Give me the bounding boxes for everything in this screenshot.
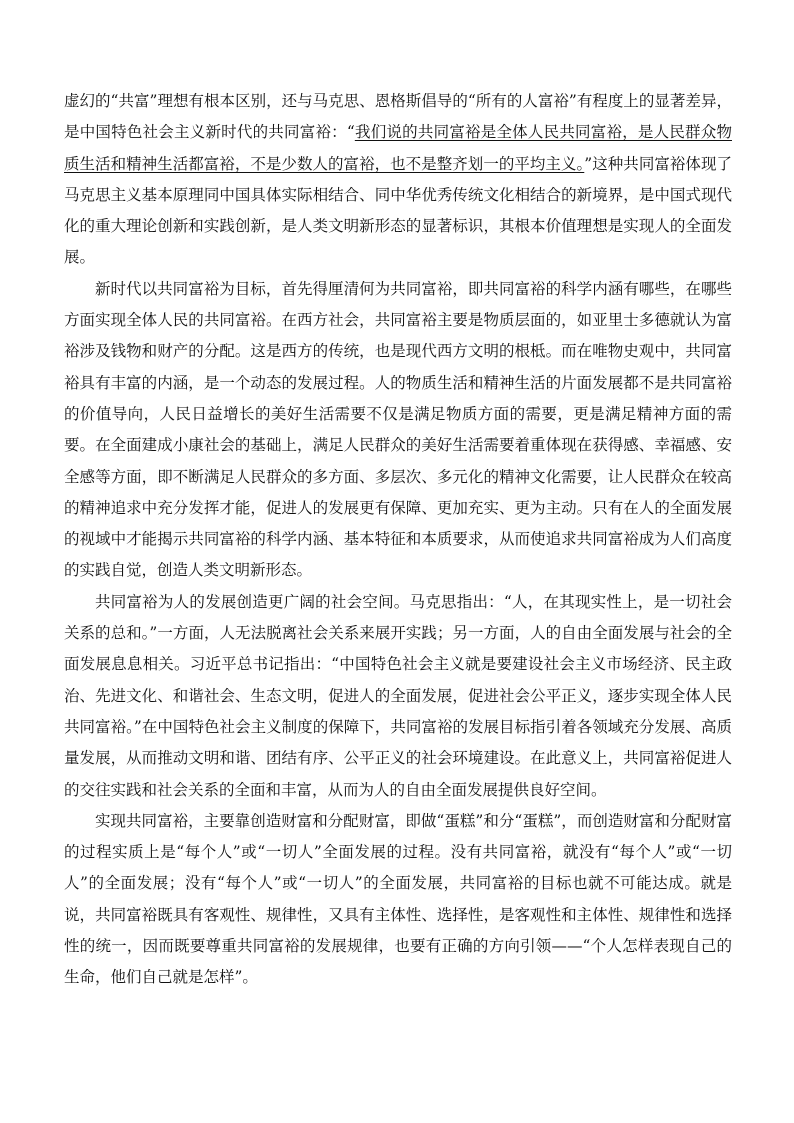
paragraph-1 bbox=[64, 86, 732, 274]
paragraph-3: 共同富裕为人的发展创造更广阔的社会空间。马克思指出：“人，在其现实性上，是一切社会关系的总和。”一方面，人无法脱离社会关系来展开实践；另一方面，人的自由全面发展与社会的全面发展息息相关。习近平总书记指出：“中国特色社会主义就是要建设社会主义市场经济、民主政治、先进文化、和谐社会、生态文明，促进人的全面发展，促进社会公平正义，逐步实现全体人民共同富裕。”在中国特色社会主义制度的保障下，共同富裕的发展目标指引着各领域充分发展、高质量发展，从而推动文明和谐、团结有序、公平正义的社会环境建设。在此意义上，共同富裕促进人的交往实践和社会关系的全面和丰富，从而为人的自由全面发展提供良好空间。 bbox=[64, 592, 732, 799]
paragraph-1-lead: 虚幻的“共富”理想有根本区别，还与马克思、恩格斯倡导的“所有的人富裕”有程度上的显著差异，是中国特色社会主义新时代的共同富裕：“ bbox=[64, 92, 732, 142]
document-page bbox=[64, 86, 732, 994]
underlined-quote: 我们说的共同富裕是全体人民共同富裕，是人民群众物质生活和精神生活都富裕，不是少数人的富裕，也不是整齐划一的平均主义。 bbox=[64, 123, 732, 173]
paragraph-1-tail: ”这种共同富裕体现了马克思主义基本原理同中国具体实际相结合、同中华优秀传统文化相结合的新境界，是中国式现代化的重大理论创新和实践创新，是人类文明新形态的显著标识，其根本价值理想是实现人的全面发展。 bbox=[64, 154, 732, 267]
paragraph-4: 实现共同富裕，主要靠创造财富和分配财富，即做“蛋糕”和分“蛋糕”，而创造财富和分配财富的过程实质上是“每个人”或“一切人”全面发展的过程。没有共同富裕，就没有“每个人”或“一切人”的全面发展；没有“每个人”或“一切人”的全面发展，共同富裕的目标也就不可能达成。就是说，共同富裕既具有客观性、规律性，又具有主体性、选择性，是客观性和主体性、规律性和选择性的统一，因而既要尊重共同富裕的发展规律，也要有正确的方向引领——“个人怎样表现自己的生命，他们自己就是怎样”。 bbox=[64, 811, 732, 987]
paragraph-2: 新时代以共同富裕为目标，首先得厘清何为共同富裕，即共同富裕的科学内涵有哪些，在哪些方面实现全体人民的共同富裕。在西方社会，共同富裕主要是物质层面的，如亚里士多德就认为富裕涉及钱物和财产的分配。这是西方的传统，也是现代西方文明的根柢。而在唯物史观中，共同富裕具有丰富的内涵，是一个动态的发展过程。人的物质生活和精神生活的片面发展都不是共同富裕的价值导向，人民日益增长的美好生活需要不仅是满足物质方面的需要，更是满足精神方面的需要。在全面建成小康社会的基础上，满足人民群众的美好生活需要着重体现在获得感、幸福感、安全感等方面，即不断满足人民群众的多方面、多层次、多元化的精神文化需要，让人民群众在较高的精神追求中充分发挥才能，促进人的发展更有保障、更加充实、更为主动。只有在人的全面发展的视域中才能揭示共同富裕的科学内涵、基本特征和本质要求，从而使追求共同富裕成为人们高度的实践自觉，创造人类文明新形态。 bbox=[64, 279, 732, 580]
